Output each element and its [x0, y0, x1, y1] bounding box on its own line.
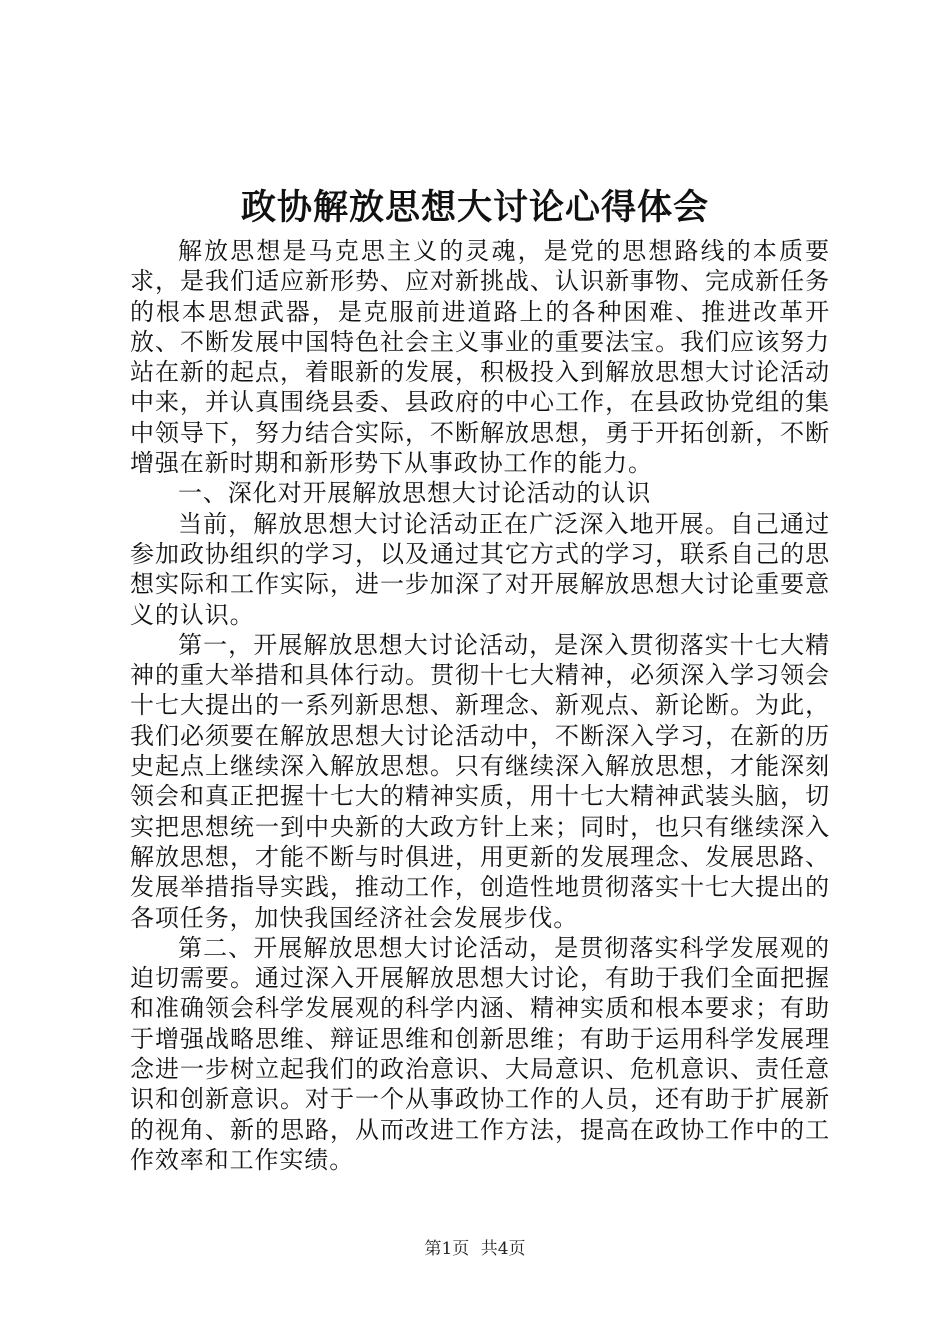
paragraph-point-second: 第二、开展解放思想大讨论活动，是贯彻落实科学发展观的迫切需要。通过深入开展解放思想大讨论，有助于我们全面把握和准确领会科学发展观的科学内涵、精神实质和根本要求；有助于增强战略思维、辩证思维和创新思维；有助于运用科学发展理念进一步树立起我们的政治意识、大局意识、危机意识、责任意识和创新意识。对于一个从事政协工作的人员，还有助于扩展新的视角、新的思路，从而改进工作方法，提高在政协工作中的工作效率和工作实绩。	[130, 933, 830, 1174]
paragraph-intro: 解放思想是马克思主义的灵魂，是党的思想路线的本质要求，是我们适应新形势、应对新挑战、认识新事物、完成新任务的根本思想武器，是克服前进道路上的各种困难、推进改革开放、不断发展中国特色社会主义事业的重要法宝。我们应该努力站在新的起点，着眼新的发展，积极投入到解放思想大讨论活动中来，并认真围绕县委、县政府的中心工作，在县政协党组的集中领导下，努力结合实际，不断解放思想，勇于开拓创新，不断增强在新时期和新形势下从事政协工作的能力。	[130, 237, 830, 478]
section-heading-1: 一、深化对开展解放思想大讨论活动的认识	[178, 479, 652, 508]
page-number-current: 第1页	[424, 1239, 470, 1259]
paragraph-current-situation: 当前，解放思想大讨论活动正在广泛深入地开展。自己通过参加政协组织的学习，以及通过其它方式的学习，联系自己的思想实际和工作实际，进一步加深了对开展解放思想大讨论重要意义的认识。	[130, 509, 830, 629]
document-title: 政协解放思想大讨论心得体会	[240, 187, 709, 228]
page-footer	[0, 1238, 950, 1260]
document-body	[130, 236, 830, 1175]
page-number-total: 共4页	[480, 1239, 526, 1259]
paragraph-point-first: 第一，开展解放思想大讨论活动，是深入贯彻落实十七大精神的重大举措和具体行动。贯彻十七大精神，必须深入学习领会十七大提出的一系列新思想、新理念、新观点、新论断。为此，我们必须要在解放思想大讨论活动中，不断深入学习，在新的历史起点上继续深入解放思想。只有继续深入解放思想，才能深刻领会和真正把握十七大的精神实质，用十七大精神武装头脑，切实把思想统一到中央新的大政方针上来；同时，也只有继续深入解放思想，才能不断与时俱进，用更新的发展理念、发展思路、发展举措指导实践，推动工作，创造性地贯彻落实十七大提出的各项任务，加快我国经济社会发展步伐。	[130, 630, 830, 932]
